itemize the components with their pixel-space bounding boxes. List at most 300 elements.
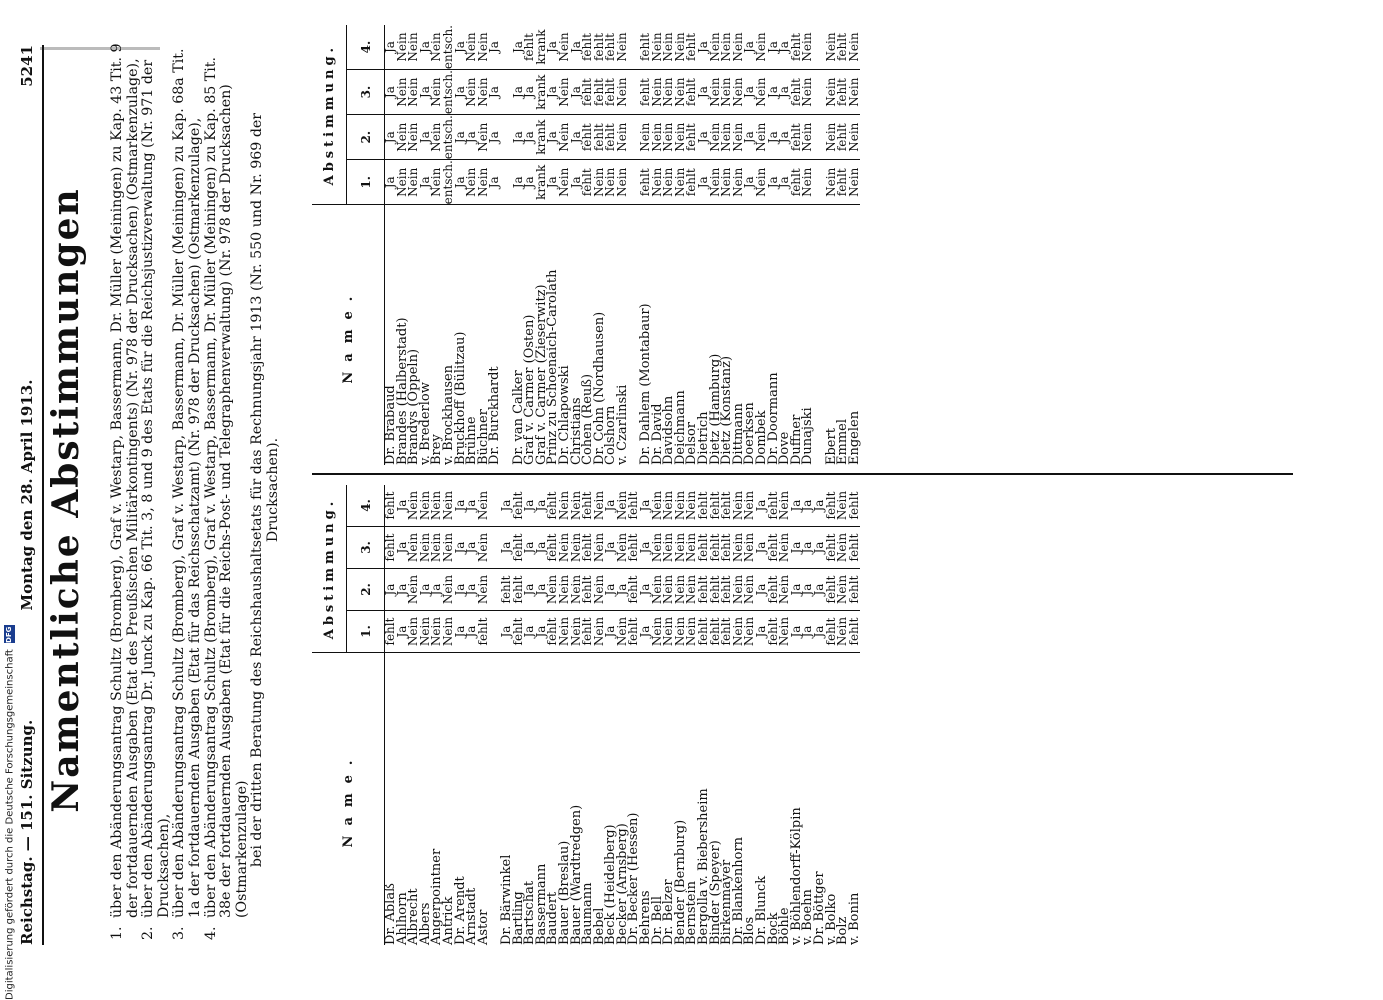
vote-cell: fehlt xyxy=(686,160,698,205)
vote-cell: krank xyxy=(536,115,548,160)
vote-cell: Ja xyxy=(455,527,467,569)
member-name: Dietrich xyxy=(698,205,710,465)
vote-cell: Nein xyxy=(733,70,745,115)
member-name: Arnstadt xyxy=(466,653,478,945)
vote-cell: Ja xyxy=(455,70,467,115)
vote-cell: Ja xyxy=(802,527,814,569)
intro-closing: bei der dritten Beratung des Reichshaushaltsetats für das Rechnungsjahr 1913 (Nr. 550 und Nr. 969 der Drucksachen). xyxy=(249,112,281,868)
vote-cell: Ja xyxy=(397,611,409,653)
vote-cell: Nein xyxy=(594,160,606,205)
vote-cell: fehlt xyxy=(501,569,513,611)
header-date: Montag den 28. April 1913. xyxy=(18,379,36,611)
vote-cell: fehlt xyxy=(837,70,849,115)
vote-cell: Nein xyxy=(663,611,675,653)
member-name: Baudert xyxy=(547,653,559,945)
member-name: Bauer (Wardtredgen) xyxy=(571,653,583,945)
vote-cell: fehlt xyxy=(849,569,861,611)
vote-cell: fehlt xyxy=(385,611,397,653)
vote-cell: Nein xyxy=(431,527,443,569)
vote-cell: Ja xyxy=(547,70,559,115)
vote-cell: Ja xyxy=(768,70,780,115)
member-name: Delsor xyxy=(686,205,698,465)
vote-cell: fehlt xyxy=(721,485,733,527)
table-row xyxy=(513,485,525,945)
member-name: v. Brockhausen xyxy=(443,205,455,465)
vote-cell: fehlt xyxy=(605,115,617,160)
vote-cell: Nein xyxy=(779,485,791,527)
vote-cell: fehlt xyxy=(513,485,525,527)
vote-cell: fehlt xyxy=(686,115,698,160)
name-column-header: Name. xyxy=(312,653,385,945)
vote-cell: Nein xyxy=(721,70,733,115)
vote-column-header: 2. xyxy=(347,115,385,160)
vote-cell: Ja xyxy=(385,115,397,160)
vote-cell: Nein xyxy=(408,485,420,527)
vote-cell: Ja xyxy=(605,527,617,569)
vote-cell: Nein xyxy=(431,611,443,653)
vote-cell: Nein xyxy=(733,115,745,160)
vote-cell: Nein xyxy=(849,25,861,70)
vote-cell: Ja xyxy=(455,115,467,160)
vote-cell: Ja xyxy=(513,25,525,70)
abstimmung-header: Abstimmung. xyxy=(312,25,347,205)
member-name: Dr. Bärwinkel xyxy=(501,653,513,945)
table-row xyxy=(628,485,640,945)
vote-cell: Nein xyxy=(779,611,791,653)
vote-cell: Nein xyxy=(837,611,849,653)
vote-cell: fehlt xyxy=(791,70,803,115)
vote-cell: fehlt xyxy=(582,70,594,115)
member-name: Dr. Blunck xyxy=(756,653,768,945)
vote-cell: Nein xyxy=(733,25,745,70)
member-name: Prinz zu Schoenaich-Carolath xyxy=(547,205,559,465)
vote-cell: Nein xyxy=(559,527,571,569)
vote-cell: Ja xyxy=(698,25,710,70)
intro-item xyxy=(172,40,203,940)
vote-cell: Ja xyxy=(791,569,803,611)
vote-cell: Nein xyxy=(617,70,629,115)
member-name: Dr. Chlapowski xyxy=(559,205,571,465)
vote-column-header: 3. xyxy=(347,527,385,569)
vote-cell: Ja xyxy=(605,569,617,611)
vote-cell: Ja xyxy=(814,611,826,653)
vote-cell: Ja xyxy=(605,485,617,527)
vote-cell: Ja xyxy=(791,527,803,569)
vote-cell: Nein xyxy=(443,527,455,569)
vote-cell: Nein xyxy=(408,611,420,653)
vote-cell: Ja xyxy=(455,569,467,611)
vote-cell: Ja xyxy=(571,160,583,205)
vote-cell: Nein xyxy=(571,611,583,653)
vote-cell: Nein xyxy=(663,569,675,611)
vote-cell: Ja xyxy=(744,70,756,115)
vote-cell: Nein xyxy=(408,115,420,160)
vote-cell: fehlt xyxy=(710,485,722,527)
vote-cell: Nein xyxy=(640,115,652,160)
vote-cell: Nein xyxy=(420,485,432,527)
member-name: v. Bonin xyxy=(849,653,861,945)
vote-cell: Ja xyxy=(744,160,756,205)
vote-cell: Nein xyxy=(802,160,814,205)
member-name: Duffner xyxy=(791,205,803,465)
vote-cell: Ja xyxy=(640,569,652,611)
vote-cell: Nein xyxy=(849,160,861,205)
vote-cell: Ja xyxy=(571,70,583,115)
vote-cell: fehlt xyxy=(686,25,698,70)
vote-cell: Nein xyxy=(652,569,664,611)
vote-cell: Nein xyxy=(837,485,849,527)
member-name: Cohen (Reuß) xyxy=(582,205,594,465)
vote-cell: Nein xyxy=(733,527,745,569)
intro-item xyxy=(110,40,141,940)
column-divider xyxy=(312,473,1293,475)
table-row xyxy=(802,25,814,465)
vote-cell: Nein xyxy=(397,70,409,115)
vote-cell: Ja xyxy=(455,485,467,527)
member-name: Dr. Becker (Hessen) xyxy=(628,653,640,945)
vote-table-right xyxy=(312,25,860,465)
vote-cell: Nein xyxy=(779,527,791,569)
member-name: Dr. Brabaud xyxy=(385,205,397,465)
vote-cell: Nein xyxy=(559,115,571,160)
table-row xyxy=(455,485,467,945)
vote-cell: Ja xyxy=(489,25,501,70)
vote-cell: Ja xyxy=(466,611,478,653)
vote-cell: Ja xyxy=(420,569,432,611)
table-row xyxy=(617,25,629,465)
vote-cell: Ja xyxy=(536,485,548,527)
vote-cell: fehlt xyxy=(768,569,780,611)
member-name: Bartling xyxy=(513,653,525,945)
vote-cell: Nein xyxy=(686,527,698,569)
member-name: Dove xyxy=(779,205,791,465)
vote-cell: Ja xyxy=(802,611,814,653)
member-name: Graf v. Carmer (Osten) xyxy=(524,205,536,465)
member-name: v. Brederlow xyxy=(420,205,432,465)
member-name: Bruckhoff (Bülitzau) xyxy=(455,205,467,465)
table-row xyxy=(385,485,397,945)
vote-cell: fehlt xyxy=(710,611,722,653)
member-name: Binder (Speyer) xyxy=(710,653,722,945)
vote-cell: Nein xyxy=(849,70,861,115)
vote-cell: fehlt xyxy=(837,25,849,70)
vote-cell: Ja xyxy=(513,70,525,115)
vote-cell: Ja xyxy=(524,569,536,611)
vote-cell: Ja xyxy=(814,485,826,527)
vote-cell: Ja xyxy=(744,115,756,160)
member-name: Bender (Bernburg) xyxy=(675,653,687,945)
vote-cell: fehlt xyxy=(513,611,525,653)
member-name: Ahlhorn xyxy=(397,653,409,945)
vote-cell: Nein xyxy=(408,527,420,569)
vote-cell: Nein xyxy=(756,160,768,205)
intro-text: über den Abänderungsantrag Schultz (Bromberg), Graf v. Westarp, Bassermann, Dr. Müller (Meiningen) zu Kap. 85 Tit. 38e der fortdauernden Ausgaben (Etat für die Reichs-Post- und Telegraphenverwaltung) (Nr. 978 der Drucksachen) (Ostmarkenzulage) xyxy=(202,56,250,918)
vote-cell: fehlt xyxy=(698,569,710,611)
vote-cell: fehlt xyxy=(698,485,710,527)
vote-cell: Nein xyxy=(733,160,745,205)
member-name: Christians xyxy=(571,205,583,465)
vote-cell: fehlt xyxy=(628,569,640,611)
vote-cell: Nein xyxy=(652,160,664,205)
vote-cell: Nein xyxy=(594,527,606,569)
member-name: Beck (Heidelberg) xyxy=(605,653,617,945)
member-name: Brandes (Halberstadt) xyxy=(397,205,409,465)
vote-cell: Ja xyxy=(524,611,536,653)
vote-cell: krank xyxy=(536,70,548,115)
vote-cell: Nein xyxy=(802,70,814,115)
vote-cell: fehlt xyxy=(582,115,594,160)
vote-cell: Nein xyxy=(617,25,629,70)
vote-cell: Nein xyxy=(826,115,838,160)
vote-table-left xyxy=(312,485,860,945)
vote-cell: Nein xyxy=(849,115,861,160)
vote-cell: Ja xyxy=(385,569,397,611)
vote-cell: Ja xyxy=(466,485,478,527)
vote-cell: Nein xyxy=(408,160,420,205)
table-row xyxy=(849,485,861,945)
vote-cell: Ja xyxy=(431,569,443,611)
vote-cell: Ja xyxy=(756,569,768,611)
vote-cell: Ja xyxy=(455,25,467,70)
vote-cell: fehlt xyxy=(826,611,838,653)
vote-cell: fehlt xyxy=(582,485,594,527)
vote-cell: Nein xyxy=(652,25,664,70)
dfg-logo: DFG xyxy=(5,626,13,643)
vote-cell: Nein xyxy=(756,70,768,115)
vote-cell: Ja xyxy=(547,115,559,160)
footer-credit xyxy=(4,0,18,1000)
vote-cell: fehlt xyxy=(826,485,838,527)
member-name xyxy=(814,205,826,465)
vote-cell: fehlt xyxy=(849,611,861,653)
intro-number: 3. xyxy=(171,926,188,940)
vote-cell: Ja xyxy=(536,527,548,569)
vote-cell: Nein xyxy=(431,115,443,160)
vote-cell: fehlt xyxy=(605,25,617,70)
intro-text: über den Abänderungsantrag Schultz (Bromberg), Graf v. Westarp, Bassermann, Dr. Müller (Meiningen) zu Kap. 68a Tit. 1a der fortdauernden Ausgaben (Etat für das Reichsschatzamt) (Nr. 978 der Drucksachen) (Ostmarkenzulage), xyxy=(171,48,203,918)
vote-column-header: 1. xyxy=(347,611,385,653)
vote-cell: Ja xyxy=(698,70,710,115)
vote-cell: Nein xyxy=(559,160,571,205)
vote-cell: Ja xyxy=(756,611,768,653)
vote-cell: fehlt xyxy=(547,485,559,527)
vote-cell: Nein xyxy=(802,115,814,160)
abstimmung-header: Abstimmung. xyxy=(312,485,347,653)
vote-cell: fehlt xyxy=(791,160,803,205)
vote-cell: fehlt xyxy=(385,485,397,527)
vote-cell: fehlt xyxy=(710,527,722,569)
vote-cell: fehlt xyxy=(721,527,733,569)
vote-cell: Ja xyxy=(420,70,432,115)
vote-cell: Nein xyxy=(802,25,814,70)
member-name: Dr. David xyxy=(652,205,664,465)
vote-cell: Nein xyxy=(675,115,687,160)
vote-cell: Nein xyxy=(478,527,490,569)
member-name: Blos xyxy=(744,653,756,945)
vote-cell: fehlt xyxy=(547,611,559,653)
vote-cell: Nein xyxy=(686,569,698,611)
vote-cell: Nein xyxy=(431,160,443,205)
vote-cell: entsch. xyxy=(440,115,455,160)
vote-cell: Ja xyxy=(420,115,432,160)
member-name: Bernstein xyxy=(686,653,698,945)
page-number: 5241 xyxy=(18,45,36,87)
vote-cell: Nein xyxy=(420,527,432,569)
vote-cell: fehlt xyxy=(594,25,606,70)
vote-cell: Nein xyxy=(478,160,490,205)
vote-cell: Ja xyxy=(779,160,791,205)
vote-cell: Ja xyxy=(768,25,780,70)
member-name: v. Böhlendorff-Kölpin xyxy=(791,653,803,945)
vote-cell: Nein xyxy=(675,611,687,653)
intro-text: über den Abänderungsantrag Schultz (Bromberg), Graf v. Westarp, Bassermann, Dr. Müller (Meiningen) zu Kap. 43 Tit. 9 der fortdauernden Ausgaben (Etat des Preußischen Militärkontingents) (Nr. 978 der Drucksachen) (Ostmarkenzulage), xyxy=(109,43,141,918)
vote-cell: Nein xyxy=(733,485,745,527)
member-name: Emmel xyxy=(837,205,849,465)
intro-number: 4. xyxy=(202,926,219,940)
vote-cell: Nein xyxy=(466,25,478,70)
vote-cell: entsch. xyxy=(440,25,455,70)
vote-cell: Nein xyxy=(478,485,490,527)
vote-cell: Ja xyxy=(779,70,791,115)
vote-cell: Nein xyxy=(397,115,409,160)
member-name: Dr. van Calker xyxy=(513,205,525,465)
vote-cell: Nein xyxy=(466,70,478,115)
vote-cell: Ja xyxy=(802,569,814,611)
vote-cell: Nein xyxy=(420,611,432,653)
vote-cell: fehlt xyxy=(582,527,594,569)
member-name: Graf v. Carmer (Zieserwitz) xyxy=(536,205,548,465)
member-name: Angerpointner xyxy=(431,653,443,945)
vote-cell: Nein xyxy=(571,485,583,527)
header-left: Reichstag. — 151. Sitzung. xyxy=(18,719,36,945)
vote-cell: Ja xyxy=(536,569,548,611)
vote-cell: Nein xyxy=(571,527,583,569)
vote-cell: fehlt xyxy=(582,160,594,205)
vote-cell: Ja xyxy=(536,611,548,653)
vote-cell: entsch. xyxy=(440,160,455,205)
vote-cell: Nein xyxy=(721,115,733,160)
intro-item xyxy=(204,40,251,940)
vote-cell: Nein xyxy=(617,527,629,569)
vote-cell: fehlt xyxy=(582,569,594,611)
table-row xyxy=(791,485,803,945)
vote-cell: Ja xyxy=(420,25,432,70)
vote-cell: Ja xyxy=(547,25,559,70)
member-name: Davidsohn xyxy=(663,205,675,465)
vote-cell: Ja xyxy=(385,160,397,205)
vote-cell: Nein xyxy=(663,160,675,205)
vote-cell: Nein xyxy=(756,115,768,160)
member-name: Bolz xyxy=(837,653,849,945)
page-header xyxy=(14,45,44,945)
vote-cell: Nein xyxy=(663,115,675,160)
table-row xyxy=(489,25,501,465)
vote-cell: Nein xyxy=(431,485,443,527)
member-name: Dr. Blankenhorn xyxy=(733,653,745,945)
member-name: Bauer (Breslau) xyxy=(559,653,571,945)
member-name: Bergolla v. Biebersheim xyxy=(698,653,710,945)
vote-column-header: 1. xyxy=(347,160,385,205)
vote-cell: fehlt xyxy=(721,611,733,653)
vote-cell: Nein xyxy=(744,527,756,569)
vote-cell: fehlt xyxy=(791,115,803,160)
vote-cell: fehlt xyxy=(513,569,525,611)
member-name: Dr. Ablaß xyxy=(385,653,397,945)
vote-cell: Nein xyxy=(663,25,675,70)
vote-cell: Ja xyxy=(571,115,583,160)
vote-cell: Nein xyxy=(431,25,443,70)
vote-cell: Ja xyxy=(791,485,803,527)
footer-text: Digitalisierung gefördert durch die Deutsche Forschungsgemeinschaft xyxy=(4,649,16,1000)
vote-cell: fehlt xyxy=(385,527,397,569)
vote-cell: fehlt xyxy=(721,569,733,611)
vote-cell: Nein xyxy=(826,160,838,205)
member-name: Antrick xyxy=(443,653,455,945)
vote-cell: Ja xyxy=(756,485,768,527)
member-name: Ebert xyxy=(826,205,838,465)
member-name: Behrens xyxy=(640,653,652,945)
member-name: v. Bolko xyxy=(826,653,838,945)
vote-cell: Nein xyxy=(756,25,768,70)
vote-cell: fehlt xyxy=(594,70,606,115)
member-name: v. Czarlinski xyxy=(617,205,629,465)
vote-column-header: 3. xyxy=(347,70,385,115)
vote-cell: Nein xyxy=(733,569,745,611)
vote-cell: Ja xyxy=(385,70,397,115)
vote-cell: Nein xyxy=(721,25,733,70)
vote-cell: Ja xyxy=(640,611,652,653)
vote-cell: Nein xyxy=(594,611,606,653)
vote-cell: fehlt xyxy=(849,527,861,569)
vote-cell: fehlt xyxy=(768,527,780,569)
vote-cell: Ja xyxy=(814,527,826,569)
vote-cell: fehlt xyxy=(710,569,722,611)
vote-cell: Nein xyxy=(652,527,664,569)
vote-cell: fehlt xyxy=(628,611,640,653)
member-name: Dietz (Hamburg) xyxy=(710,205,722,465)
vote-cell: fehlt xyxy=(524,25,536,70)
vote-cell: Nein xyxy=(594,569,606,611)
vote-cell: Nein xyxy=(744,569,756,611)
vote-cell: Nein xyxy=(559,569,571,611)
member-name: Becker (Arnsberg) xyxy=(617,653,629,945)
vote-cell: Nein xyxy=(710,25,722,70)
vote-cell: Nein xyxy=(652,611,664,653)
vote-cell: Nein xyxy=(443,569,455,611)
vote-cell: Nein xyxy=(617,485,629,527)
vote-cell: fehlt xyxy=(768,611,780,653)
vote-column-header: 4. xyxy=(347,485,385,527)
member-name: Dunajski xyxy=(802,205,814,465)
vote-cell: Ja xyxy=(489,115,501,160)
vote-cell: Nein xyxy=(408,70,420,115)
vote-cell: fehlt xyxy=(640,25,652,70)
vote-cell: fehlt xyxy=(513,527,525,569)
vote-cell: entsch. xyxy=(440,70,455,115)
vote-cell: Ja xyxy=(744,25,756,70)
vote-cell: Ja xyxy=(489,160,501,205)
vote-cell: Nein xyxy=(397,160,409,205)
vote-cell: Nein xyxy=(652,115,664,160)
vote-cell: Nein xyxy=(478,115,490,160)
vote-cell: Ja xyxy=(397,527,409,569)
vote-cell: Ja xyxy=(466,569,478,611)
member-name: Büchner xyxy=(478,205,490,465)
vote-cell: fehlt xyxy=(594,115,606,160)
member-name: Dr. Dahlem (Montabaur) xyxy=(640,205,652,465)
intro-list xyxy=(110,40,282,940)
vote-cell: Nein xyxy=(559,485,571,527)
